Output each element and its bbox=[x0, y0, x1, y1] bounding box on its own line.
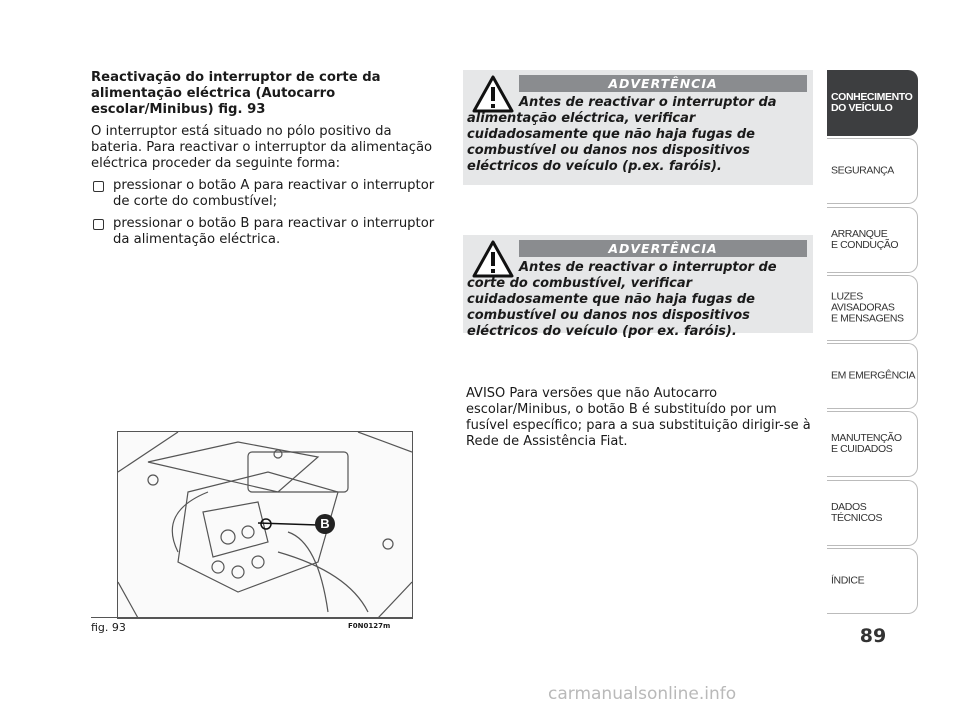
tab-luzes-avisadoras[interactable]: LUZES AVISADORAS E MENSAGENS bbox=[827, 275, 918, 341]
tab-conhecimento-do-veiculo[interactable]: CONHECIMENTO DO VEÍCULO bbox=[827, 70, 918, 136]
intro-paragraph: O interruptor está situado no pólo positivo da bateria. Para reactivar o interruptor da alimentação eléctrica proceder da seguinte forma: bbox=[91, 124, 433, 171]
tab-manutencao[interactable]: MANUTENÇÃO E CUIDADOS bbox=[827, 411, 918, 477]
left-column bbox=[91, 70, 443, 254]
list-item: pressionar o botão B para reactivar o interruptor da alimentação eléctrica. bbox=[91, 216, 443, 248]
checkbox-bullet-icon bbox=[93, 219, 104, 230]
page-number: 89 bbox=[859, 625, 887, 647]
aviso-note: AVISO Para versões que não Autocarro escolar/Minibus, o botão B é substituído por um fusível específico; para a sua substituição dirigir-se à Rede de Assistência Fiat. bbox=[466, 386, 811, 449]
tab-em-emergencia[interactable]: EM EMERGÊNCIA bbox=[827, 343, 918, 409]
warning-header: ADVERTÊNCIA bbox=[519, 75, 807, 92]
chapter-tabs bbox=[827, 70, 918, 616]
warning-text: Antes de reactivar o interruptor de corte do combustível, verificar cuidadosamente que não haja fugas de combustível ou danos nos dispositivos eléctricos do veículo (por ex. faróis). bbox=[467, 260, 777, 339]
watermark: carmanualsonline.info bbox=[548, 684, 737, 704]
callout-b-marker: B bbox=[315, 514, 335, 534]
list-item: pressionar o botão A para reactivar o interruptor de corte do combustível; bbox=[91, 178, 443, 210]
figure-rule bbox=[91, 617, 413, 618]
tab-indice[interactable]: ÍNDICE bbox=[827, 548, 918, 614]
checkbox-bullet-icon bbox=[93, 181, 104, 192]
tab-dados-tecnicos[interactable]: DADOS TÉCNICOS bbox=[827, 480, 918, 546]
warning-text: Antes de reactivar o interruptor da alimentação eléctrica, verificar cuidadosamente que não haja fugas de combustível ou danos nos dispositivos eléctricos do veículo (p.ex. faróis). bbox=[467, 95, 777, 174]
tab-arranque-e-conducao[interactable]: ARRANQUE E CONDUÇÃO bbox=[827, 207, 918, 273]
figure-label: fig. 93 bbox=[91, 621, 126, 634]
tab-seguranca[interactable]: SEGURANÇA bbox=[827, 138, 918, 204]
battery-illustration bbox=[117, 431, 413, 619]
section-title: Reactivação do interruptor de corte da alimentação eléctrica (Autocarro escolar/Minibus) fig. 93 bbox=[91, 70, 381, 117]
bullet-list bbox=[91, 178, 443, 248]
warning-box bbox=[463, 235, 813, 339]
warning-header: ADVERTÊNCIA bbox=[519, 240, 807, 257]
battery-drawing bbox=[118, 432, 412, 618]
warning-box bbox=[463, 70, 813, 185]
figure-code: F0N0127m bbox=[348, 622, 391, 630]
